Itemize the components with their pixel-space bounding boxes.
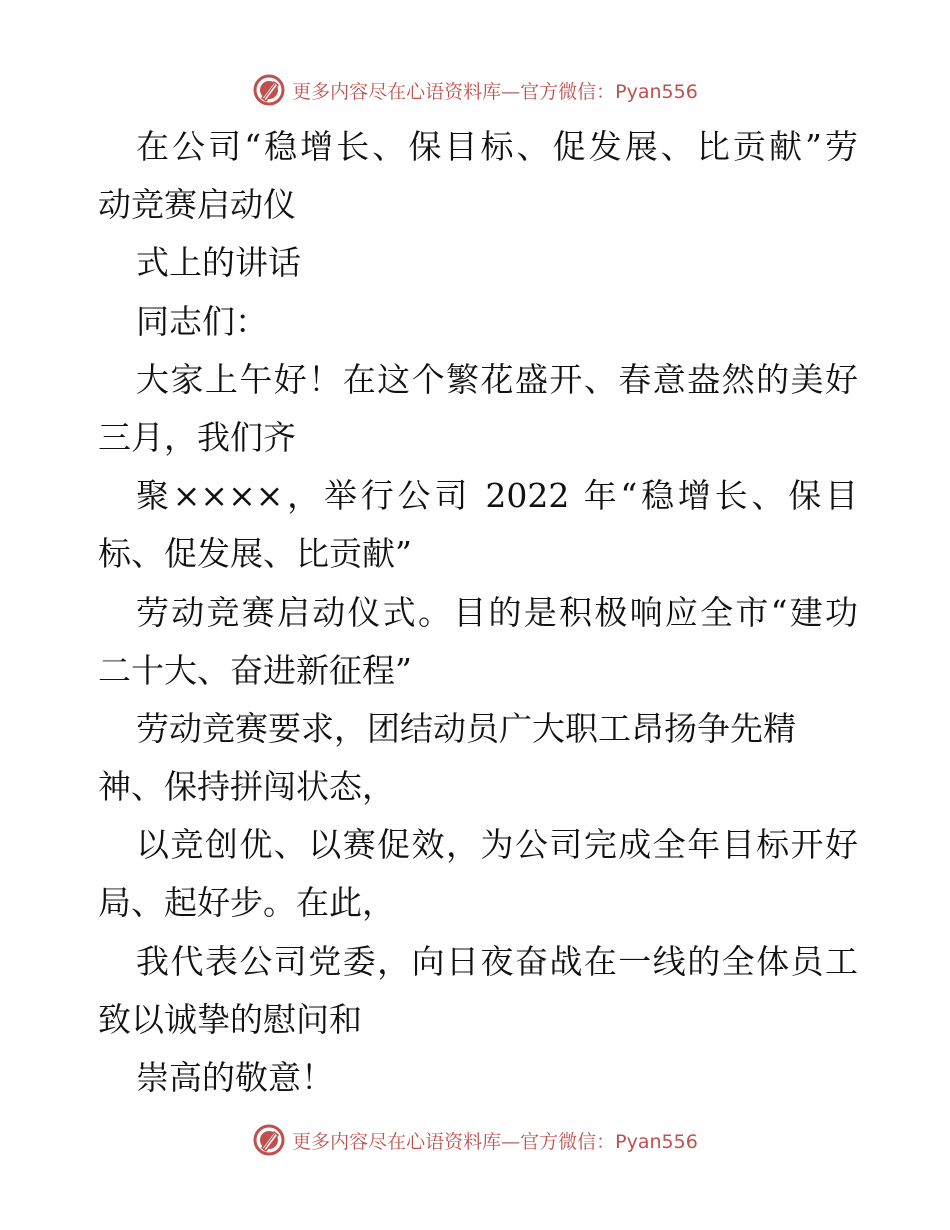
text-line: 致以诚挚的慰问和 (98, 999, 362, 1039)
text-line: 我代表公司党委，向日夜奋战在一线的全体员工 (136, 941, 858, 981)
text-line: 以竞创优、以赛促效，为公司完成全年目标开好 (136, 825, 858, 865)
text-line: 三月，我们齐 (98, 417, 296, 457)
banner-contact: 官方微信：Pyan556 (520, 80, 698, 103)
header-banner (0, 70, 950, 110)
banner-separator: — (501, 1130, 521, 1153)
text-line: 动竞赛启动仪 (98, 185, 296, 225)
text-line: 崇高的敬意！ (136, 1058, 334, 1097)
text-line: 在公司“稳增长、保目标、促发展、比贡献”劳 (136, 127, 858, 166)
banner-title: 更多内容尽在心语资料库 (292, 1130, 502, 1153)
footer-banner (0, 1120, 950, 1160)
header-banner-content (252, 73, 698, 107)
header-banner-text (292, 77, 698, 104)
banner-contact: 官方微信：Pyan556 (520, 1130, 698, 1153)
pen-nib-logo-icon (252, 73, 286, 107)
banner-title: 更多内容尽在心语资料库 (292, 80, 502, 103)
text-line: 劳动竞赛启动仪式。目的是积极响应全市“建功 (136, 592, 858, 632)
banner-separator: — (501, 80, 521, 103)
pen-nib-logo-icon (252, 1123, 286, 1157)
text-line: 同志们： (136, 301, 268, 341)
text-line: 局、起好步。在此， (98, 883, 395, 923)
footer-banner-content (252, 1123, 698, 1157)
text-line: 神、保持拼闯状态， (98, 767, 395, 807)
text-line: 大家上午好！在这个繁花盛开、春意盎然的美好 (136, 359, 858, 399)
text-line: 聚××××，举行公司 2022 年“稳增长、保目 (136, 476, 858, 516)
text-line: 标、促发展、比贡献” (98, 534, 412, 574)
document-body (98, 118, 858, 1107)
text-line: 劳动竞赛要求，团结动员广大职工昂扬争先精 (136, 708, 796, 748)
text-line: 二十大、奋进新征程” (98, 650, 412, 690)
text-line: 式上的讲话 (136, 243, 301, 283)
footer-banner-text (292, 1127, 698, 1154)
